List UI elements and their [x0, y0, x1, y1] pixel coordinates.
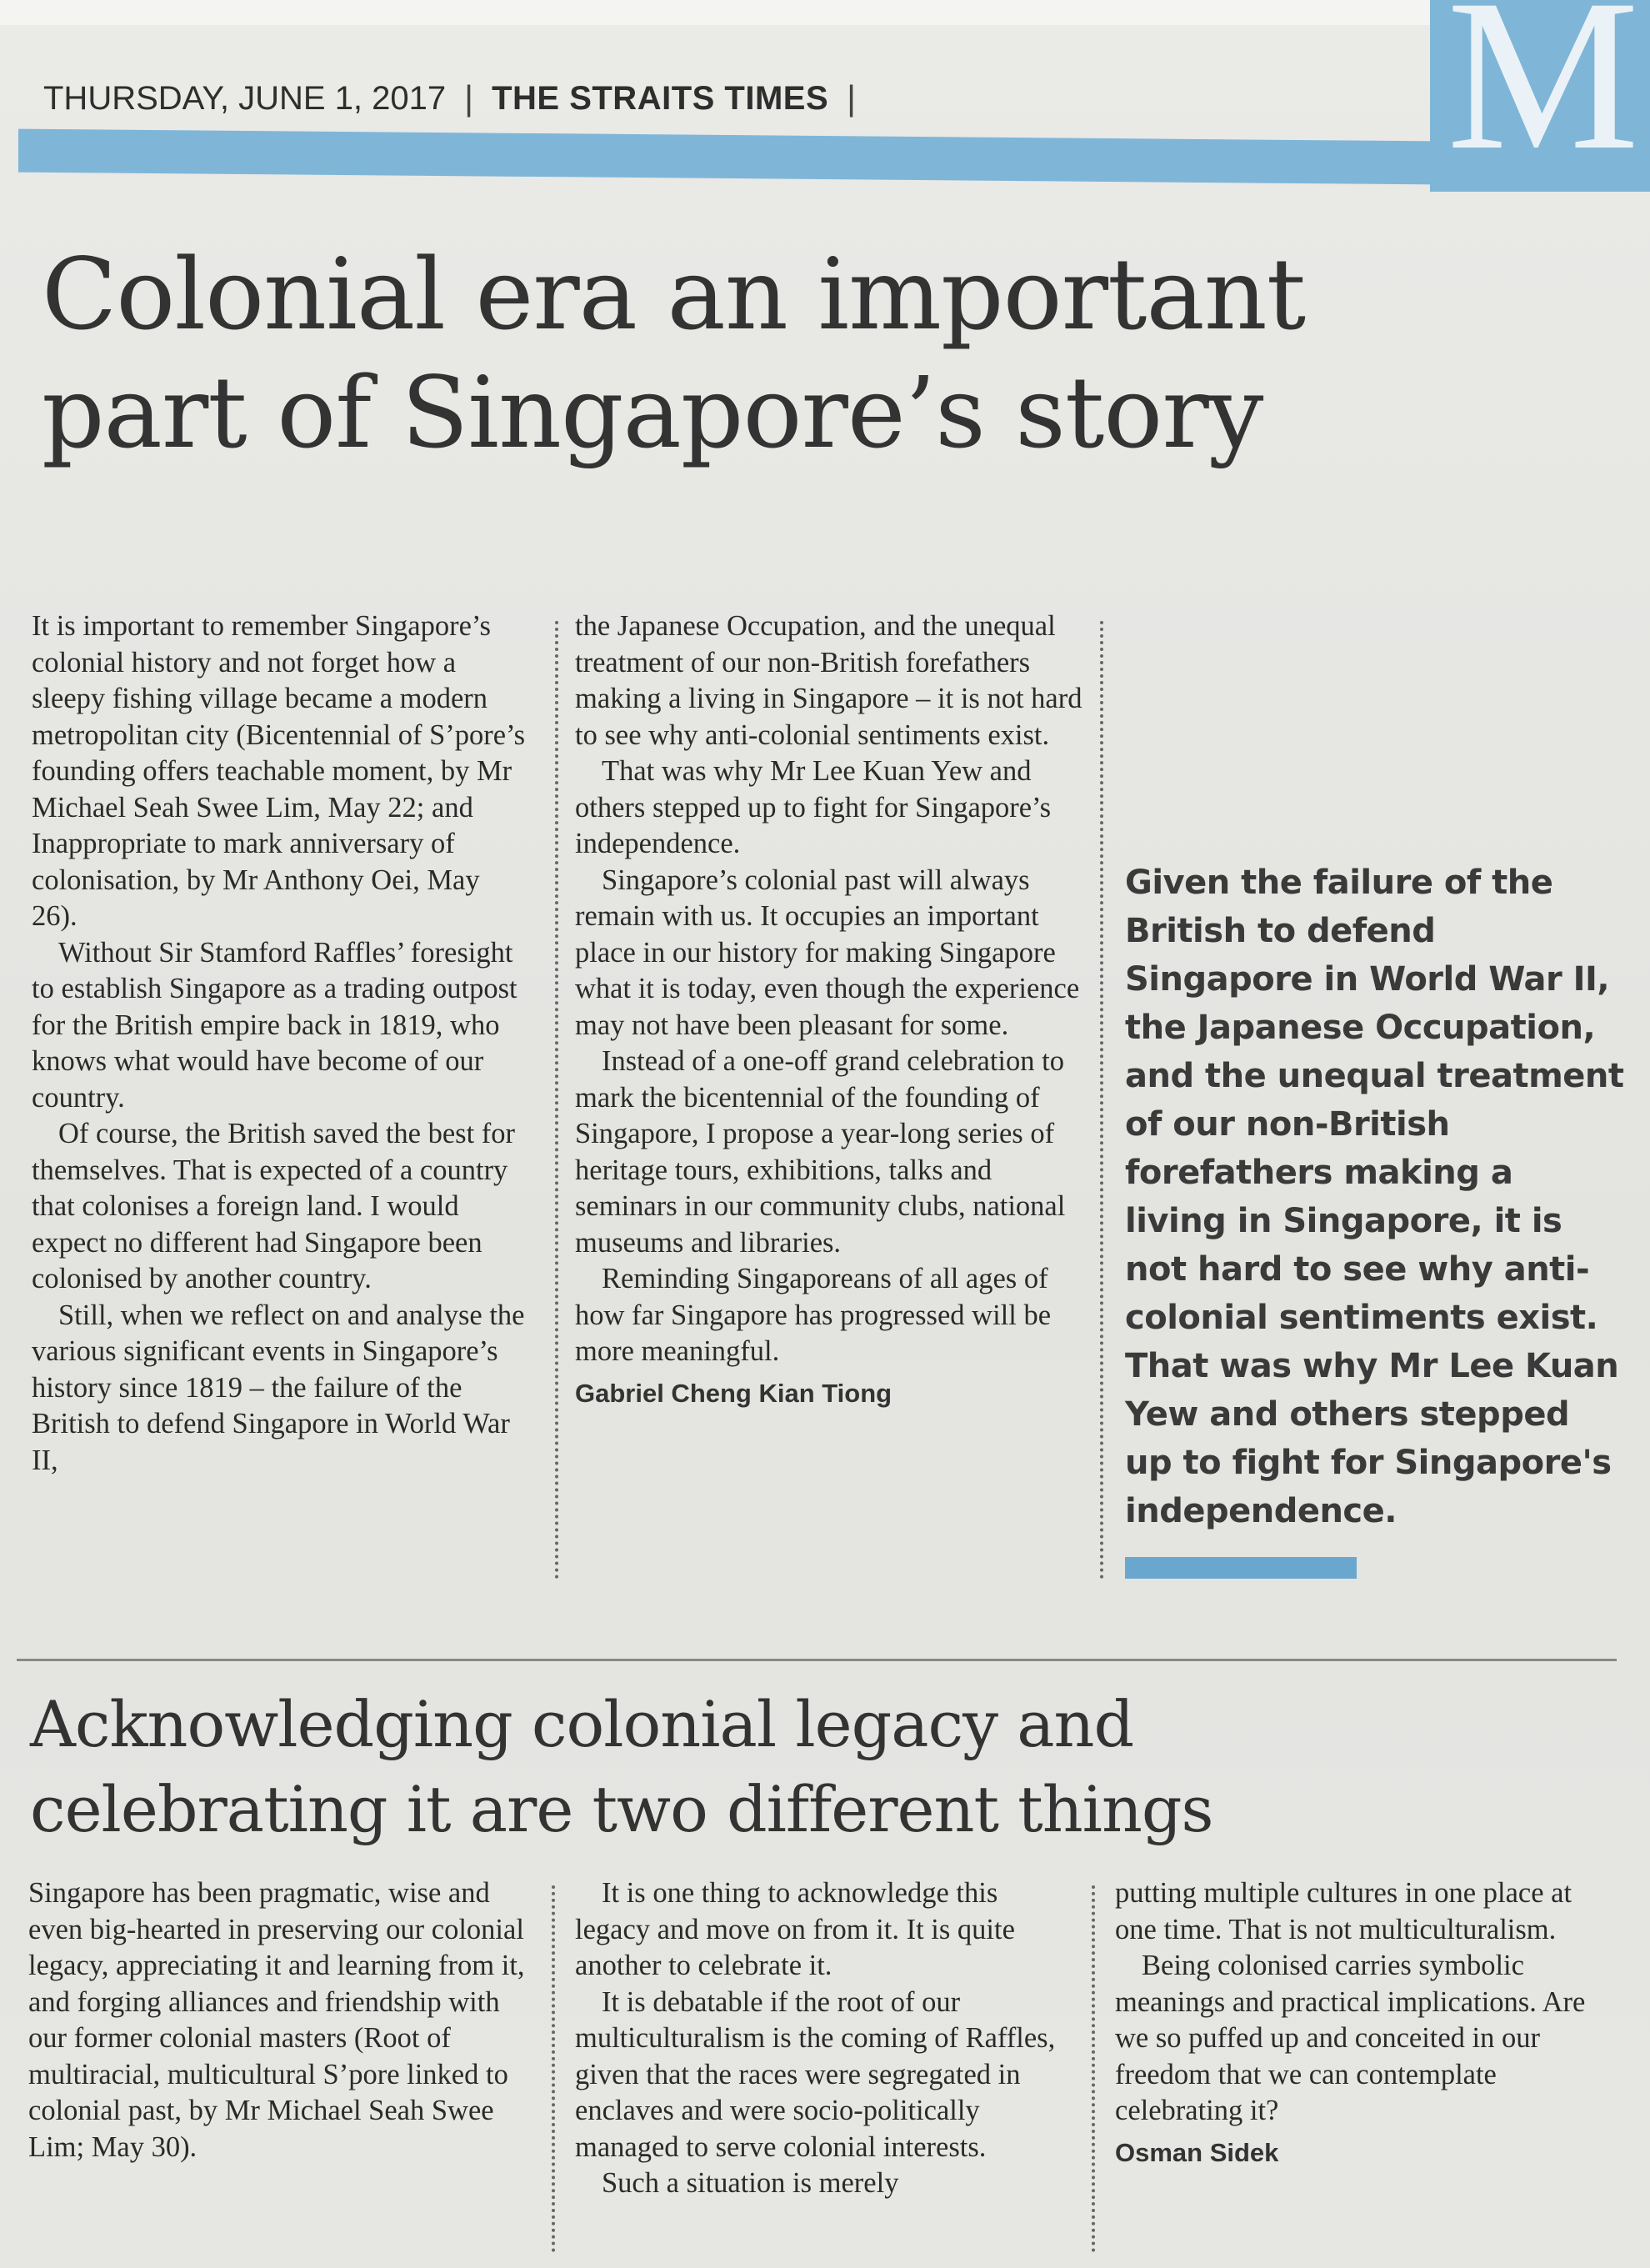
article2-paragraph: It is debatable if the root of our multiculturalism is the coming of Raffles, given that the races were segregated in enclaves and were socio-politically managed to serve colonial interests. — [575, 1985, 1056, 2163]
section-letter: M — [1447, 0, 1640, 192]
article1-paragraph: Singapore’s colonial past will always remain with us. It occupies an important place in our history for making Singapore what it is today, even though the experience may not have been pleasant for some. — [575, 864, 1080, 1041]
article1-paragraph: the Japanese Occupation, and the unequal treatment of our non-British forefathers making a living in Singapore – it is not hard to see why anti-colonial sentiments exist. — [575, 610, 1082, 751]
article1-paragraph: It is important to remember Singapore’s colonial history and not forget how a sleepy fishing village became a modern metropolitan city (Bicentennial of S’pore’s founding offers teachable moment, by Mr Michael Seah Swee Lim, May 22; and Inappropriate to mark anniversary of colonisation, by Mr Anthony Oei, May 26). — [32, 610, 526, 932]
article2-paragraph: Such a situation is merely — [602, 2167, 899, 2199]
pull-quote: Given the failure of the British to defend Singapore in World War II, the Japanese Occupation, and the unequal treatment of our non-British forefathers making a living in Singapore, it is not hard to see why anti-colonial sentiments exist. That was why Mr Lee Kuan Yew and others stepped up to fight for Singapore's independence. — [1125, 864, 1624, 1530]
article2-column-2 — [575, 1875, 1075, 2202]
article1-paragraph: Reminding Singaporeans of all ages of how far Singapore has progressed will be more meaningful. — [575, 1263, 1052, 1367]
header-separator: | — [464, 78, 474, 118]
article2-headline — [30, 1682, 1597, 1852]
article1-headline-line2: part of Singapore’s story — [42, 355, 1263, 470]
article2-paragraph: Singapore has been pragmatic, wise and even big-hearted in preserving our colonial legacy, appreciating it and learning from it, and forging alliances and friendship with our former colonial masters (Root of multiracial, multicultural S’pore linked to colonial past, by Mr Michael Seah Swee Lim; May 30). — [28, 1877, 525, 2163]
article1-headline-line1: Colonial era an important — [42, 237, 1306, 352]
article2-headline-line2: celebrating it are two different things — [30, 1772, 1213, 1846]
article1-byline: Gabriel Cheng Kian Tiong — [575, 1378, 892, 1408]
article2-headline-line1: Acknowledging colonial legacy and — [30, 1687, 1134, 1761]
article2-byline: Osman Sidek — [1115, 2137, 1279, 2167]
column-divider — [552, 1885, 555, 2252]
article1-headline — [42, 235, 1608, 472]
article1-column-2 — [575, 608, 1083, 1411]
article2-column-3 — [1115, 1875, 1615, 2170]
header-date: THURSDAY, JUNE 1, 2017 — [43, 79, 447, 117]
article1-paragraph: Without Sir Stamford Raffles’ foresight to establish Singapore as a trading outpost for the British empire back in 1819, who knows what would have become of our country. — [32, 936, 518, 1114]
header-separator-end: | — [847, 78, 857, 118]
article1-column-1 — [32, 608, 527, 1479]
article1-paragraph: That was why Mr Lee Kuan Yew and others stepped up to fight for Singapore’s independence. — [575, 755, 1052, 859]
column-divider — [1092, 1885, 1095, 2252]
top-margin — [0, 0, 1650, 25]
pull-quote-accent-bar — [1125, 1557, 1357, 1579]
column-divider — [1100, 621, 1103, 1580]
article1-paragraph: Of course, the British saved the best for themselves. That is expected of a country that colonises a foreign land. I would expect no different had Singapore been colonised by another country. — [32, 1118, 516, 1294]
page-header — [43, 77, 856, 120]
article-separator-rule — [17, 1659, 1617, 1661]
header-paper-name: THE STRAITS TIMES — [492, 79, 829, 117]
article2-paragraph: putting multiple cultures in one place at one time. That is not multiculturalism. — [1115, 1877, 1572, 1945]
article2-paragraph: Being colonised carries symbolic meanings and practical implications. Are we so puffed up and conceited in our freedom that we can contemplate celebrating it? — [1115, 1950, 1586, 2126]
article2-paragraph: It is one thing to acknowledge this legacy and move on from it. It is quite another to celebrate it. — [575, 1877, 1015, 1981]
article2-column-1 — [28, 1875, 545, 2165]
article1-paragraph: Still, when we reflect on and analyse the various significant events in Singapore’s history since 1819 – the failure of the British to defend Singapore in World War II, — [32, 1299, 525, 1476]
article1-paragraph: Instead of a one-off grand celebration to mark the bicentennial of the founding of Singapore, I propose a year-long series of heritage tours, exhibitions, talks and seminars in our community clubs, national museums and libraries. — [575, 1045, 1066, 1259]
section-marker — [1430, 0, 1650, 192]
column-divider — [555, 621, 558, 1580]
